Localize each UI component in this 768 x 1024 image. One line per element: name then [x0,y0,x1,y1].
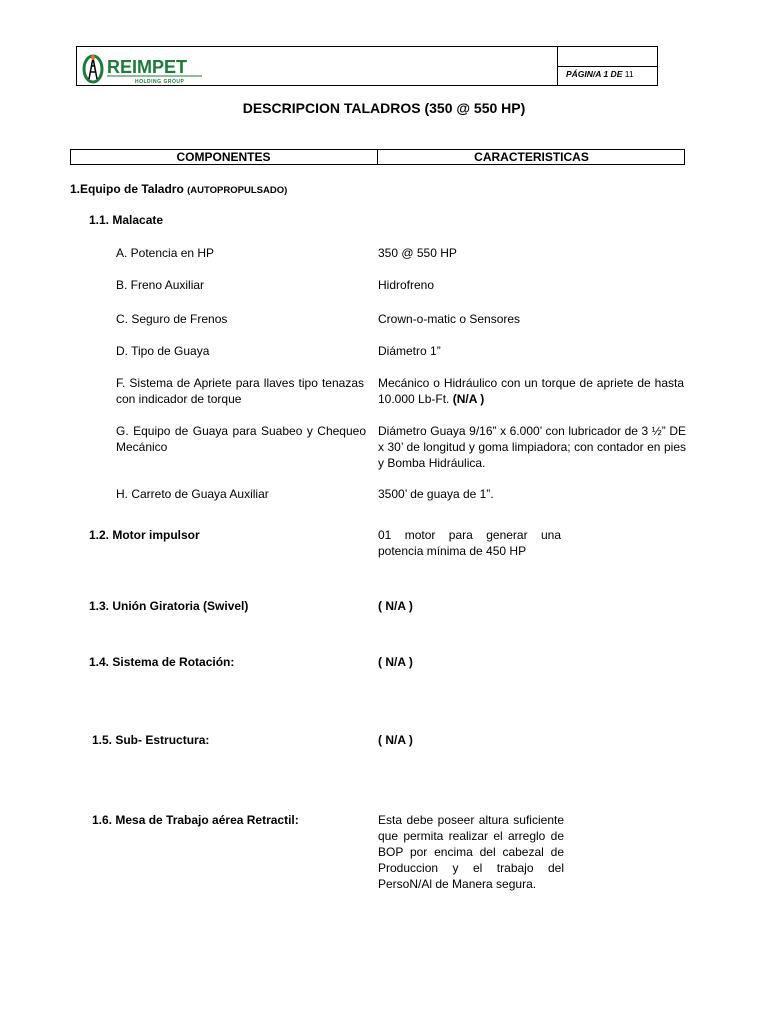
item-f-value [378,375,684,407]
subsection-1-5-value: ( N/A ) [378,733,413,747]
subsection-1-2-title: 1.2. Motor impulsor [89,528,200,542]
subsection-1-6-value: Esta debe poseer altura suficiente que permita realizar el arreglo de BOP por encima del cabezal de Produccion y el trabajo del PersoN/Al de Manera segura. [378,813,564,891]
column-header-componentes: COMPONENTES [176,150,271,164]
section-1-suffix: (AUTOPROPULSADO) [187,185,288,196]
header-page-row-line [558,66,658,67]
subsection-1-1-title: 1.1. Malacate [89,213,164,227]
subsection-1-4-title: 1.4. Sistema de Rotación: [89,655,235,669]
item-g-value: Diámetro Guaya 9/16” x 6.000’ con lubricador de 3 ½” DE x 30’ de longitud y goma limpiadora; con contador en pies y Bomba Hidráulica. [378,424,686,470]
item-g-label: G. Equipo de Guaya para Suabeo y Chequeo Mecánico [116,424,366,454]
column-header-caracteristicas: CARACTERISTICAS [474,150,589,164]
item-f-value-text: Mecánico o Hidráulico con un torque de apriete de hasta 10.000 Lb-Ft. [378,376,684,406]
subsection-1-5-title: 1.5. Sub- Estructura: [92,733,210,747]
item-h-value: 3500’ de guaya de 1”. [378,487,494,501]
item-d-value: Diámetro 1” [378,344,441,358]
subsection-1-2-value: 01 motor para generar una potencia mínima de 450 HP [378,528,561,558]
svg-text:REIMPET: REIMPET [107,57,188,77]
subsection-1-3-value: ( N/A ) [378,599,413,613]
section-1-title [70,182,287,196]
item-d-label: D. Tipo de Guaya [116,344,210,358]
item-a-value: 350 @ 550 HP [378,246,457,260]
svg-text:HOLDING GROUP: HOLDING GROUP [135,79,185,85]
item-b-label: B. Freno Auxiliar [116,278,205,292]
item-b-value: Hidrofreno [378,278,435,292]
item-c-value: Crown-o-matic o Sensores [378,312,521,326]
section-1-title-text: 1.Equipo de Taladro [70,182,184,196]
item-f-value-na: (N/A ) [452,392,485,406]
subsection-1-6-title: 1.6. Mesa de Trabajo aérea Retractil: [92,813,299,827]
item-a-label: A. Potencia en HP [116,246,215,260]
subsection-1-3-title: 1.3. Unión Giratoria (Swivel) [89,599,249,613]
company-logo [80,52,205,86]
item-f-label: F. Sistema de Apriete para llaves tipo tenazas con indicador de torque [116,376,364,406]
item-h-label: H. Carreto de Guaya Auxiliar [116,487,269,501]
document-title: DESCRIPCION TALADROS (350 @ 550 HP) [242,100,526,116]
page-total: 11 [624,69,634,79]
page-label-text: PÁGIN/A 1 DE [566,69,623,79]
item-c-label: C. Seguro de Frenos [116,312,228,326]
page-number-label [566,69,634,79]
subsection-1-4-value: ( N/A ) [378,655,413,669]
